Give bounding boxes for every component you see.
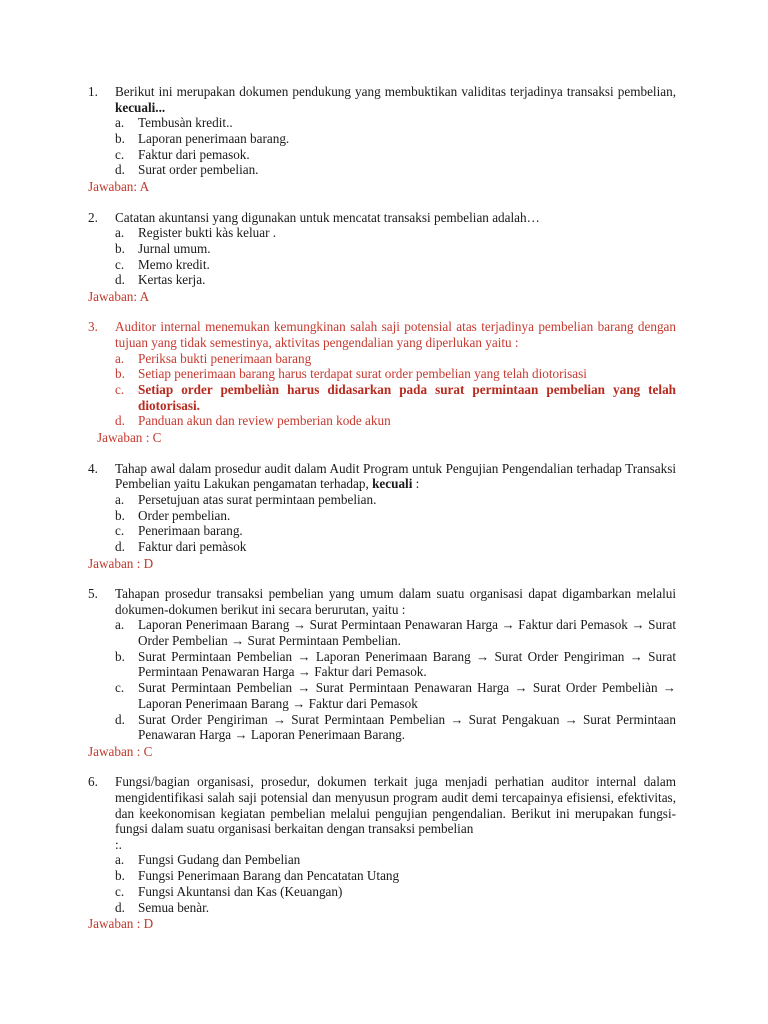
option-6a[interactable] <box>88 852 676 868</box>
question-number-1: 1. <box>88 84 98 99</box>
option-letter-3c: c. <box>115 382 125 397</box>
options-list-6 <box>88 852 676 915</box>
option-text-1a: Tembusàn kredit.. <box>138 115 233 131</box>
option-4d[interactable] <box>88 539 676 555</box>
option-text-1c: Faktur dari pemasok. <box>138 146 250 162</box>
answer-1: Jawaban: A <box>88 179 150 194</box>
option-letter-6a: a. <box>115 852 125 868</box>
option-1a[interactable] <box>88 115 676 131</box>
option-text-4d: Faktur dari pemàsok <box>138 538 247 554</box>
option-text-6b: Fungsi Penerimaan Barang dan Pencatatan Utang <box>138 868 400 884</box>
answer-2: Jawaban: A <box>88 288 150 304</box>
option-letter-4d: d. <box>115 538 125 554</box>
question-block-5 <box>88 586 676 760</box>
option-text-1b: Laporan penerimaan barang. <box>138 130 290 146</box>
option-text-2b: Jurnal umum. <box>138 240 211 256</box>
option-letter-1b: b. <box>115 130 125 146</box>
question-stem-6 <box>88 774 676 852</box>
option-5c[interactable] <box>88 680 676 711</box>
question-text-3: Auditor internal menemukan kemungkinan salah saji potensial atas terjadinya pembelian barang dengan tujuan yang tidak semestinya, aktivitas pengendalian yang diperlukan yaitu : <box>115 319 676 350</box>
question-block-6 <box>88 774 676 932</box>
option-text-6c: Fungsi Akuntansi dan Kas (Keuangan) <box>138 883 343 899</box>
option-2c[interactable] <box>88 257 676 273</box>
option-1c[interactable] <box>88 147 676 163</box>
question-text-1-emphasis: kecuali... <box>115 99 166 115</box>
answer-3: Jawaban : C <box>97 430 162 446</box>
options-list-1 <box>88 115 676 178</box>
question-number-4: 4. <box>88 460 98 476</box>
option-letter-2a: a. <box>115 225 125 241</box>
option-letter-6b: b. <box>115 868 125 884</box>
options-list-4 <box>88 492 676 555</box>
option-3d[interactable] <box>88 413 676 429</box>
option-5a[interactable] <box>88 617 676 648</box>
option-text-1d: Surat order pembelian. <box>138 162 259 178</box>
answer-5: Jawaban : C <box>88 743 153 759</box>
option-4b[interactable] <box>88 508 676 524</box>
question-stem-2 <box>88 210 676 226</box>
option-6c[interactable] <box>88 884 676 900</box>
option-text-6d: Semua benàr. <box>138 899 210 915</box>
answer-4: Jawaban : D <box>88 555 154 571</box>
option-letter-2c: c. <box>115 256 125 272</box>
option-letter-1a: a. <box>115 115 125 131</box>
options-list-3 <box>88 351 676 430</box>
question-text-4-emphasis: kecuali <box>372 476 413 492</box>
option-2b[interactable] <box>88 241 676 257</box>
option-letter-5a: a. <box>115 617 125 633</box>
option-text-4c: Penerimaan barang. <box>138 523 243 539</box>
question-number-5: 5. <box>88 586 98 602</box>
option-text-2d: Kertas kerja. <box>138 272 206 288</box>
question-number-2: 2. <box>88 209 98 225</box>
question-block-2 <box>88 210 676 305</box>
question-text-1-part-1: Berikut ini merupakan dokumen pendukung yang membuktikan validitas terjadinya transaksi pembelian, <box>115 84 676 99</box>
option-text-5d: Surat Order Pengiriman → Surat Permintaan Pembelian → Surat Pengakuan → Surat Permintaan Penawaran Harga → Laporan Penerimaan Barang. <box>138 711 676 743</box>
option-letter-5b: b. <box>115 648 125 664</box>
option-letter-3a: a. <box>115 350 125 366</box>
option-letter-2b: b. <box>115 240 125 256</box>
option-4a[interactable] <box>88 492 676 508</box>
question-stem-1 <box>88 84 676 115</box>
question-text-6 <box>115 774 676 852</box>
answer-6: Jawaban : D <box>88 916 154 932</box>
question-number-6: 6. <box>88 774 98 790</box>
option-3b[interactable] <box>88 366 676 382</box>
option-letter-6c: c. <box>115 883 125 899</box>
question-block-4 <box>88 461 676 572</box>
option-letter-3d: d. <box>115 413 125 429</box>
option-letter-5c: c. <box>115 680 125 696</box>
option-letter-3b: b. <box>115 366 125 382</box>
question-stem-3 <box>88 319 676 350</box>
option-letter-1c: c. <box>115 146 125 162</box>
question-text-6-tail: :. <box>115 836 122 852</box>
option-text-3b: Setiap penerimaan barang harus terdapat surat order pembelian yang telah diotorisasi <box>138 366 587 382</box>
question-text-4-part-1: Tahap awal dalam prosedur audit dalam Audit Program untuk Pengujian Pengendalian terhadap Transaksi Pembelian yaitu Lakukan pengamatan terhadap, <box>115 460 676 492</box>
option-6d[interactable] <box>88 900 676 916</box>
options-list-5 <box>88 617 676 743</box>
question-text-4 <box>115 461 676 492</box>
options-list-2 <box>88 225 676 288</box>
option-text-2a: Register bukti kàs keluar . <box>138 225 277 241</box>
option-1b[interactable] <box>88 131 676 147</box>
option-text-5c: Surat Permintaan Pembelian → Surat Permintaan Penawaran Harga → Surat Order Pembeliàn → Laporan Penerimaan Barang → Faktur dari Pemasok <box>138 680 676 711</box>
option-letter-4a: a. <box>115 491 125 507</box>
option-letter-5d: d. <box>115 711 125 727</box>
question-text-2: Catatan akuntansi yang digunakan untuk mencatat transaksi pembelian adalah… <box>115 209 540 225</box>
option-6b[interactable] <box>88 868 676 884</box>
option-text-2c: Memo kredit. <box>138 256 210 272</box>
option-3c[interactable] <box>88 382 676 413</box>
option-text-4a: Persetujuan atas surat permintaan pembelian. <box>138 491 377 507</box>
option-2d[interactable] <box>88 272 676 288</box>
option-letter-4b: b. <box>115 507 125 523</box>
option-text-5a: Laporan Penerimaan Barang → Surat Permintaan Penawaran Harga → Faktur dari Pemasok → Surat Order Pembelian → Surat Permintaan Pembelian. <box>138 617 676 648</box>
option-2a[interactable] <box>88 225 676 241</box>
question-number-3: 3. <box>88 319 98 335</box>
option-3a[interactable] <box>88 351 676 367</box>
question-text-6-body: Fungsi/bagian organisasi, prosedur, dokumen terkait juga menjadi perhatian auditor internal dalam mengidentifikasi salah saji potensial dan menyusun program audit demi tercapainya efisiensi, efektivitas, dan keekonomisan kegiatan pembelian melalui pengujian pengendalian. Berikut ini merupakan fungsi-fungsi dalam suatu organisasi berkaitan dengan transaksi pembelian <box>115 774 676 837</box>
question-stem-5 <box>88 586 676 617</box>
option-1d[interactable] <box>88 162 676 178</box>
question-stem-4 <box>88 461 676 492</box>
option-5d[interactable] <box>88 712 676 743</box>
option-text-3a: Periksa bukti penerimaan barang <box>138 350 312 366</box>
option-text-6a: Fungsi Gudang dan Pembelian <box>138 852 301 868</box>
question-text-4-part-3: : <box>412 476 420 492</box>
question-text-5: Tahapan prosedur transaksi pembelian yang umum dalam suatu organisasi dapat digambarkan melalui dokumen-dokumen berikut ini secara berurutan, yaitu : <box>115 586 676 617</box>
option-text-3d: Panduan akun dan review pemberian kode akun <box>138 413 391 429</box>
option-letter-2d: d. <box>115 272 125 288</box>
option-letter-4c: c. <box>115 523 125 539</box>
option-text-4b: Order pembelian. <box>138 507 231 523</box>
option-4c[interactable] <box>88 523 676 539</box>
option-letter-1d: d. <box>115 162 125 178</box>
option-text-3c: Setiap order pembeliàn harus didasarkan pada surat permintaan pembelian yang telah diotorisasi. <box>138 382 676 413</box>
option-text-5b: Surat Permintaan Pembelian → Laporan Penerimaan Barang → Surat Order Pengiriman → Surat Permintaan Penawaran Harga → Faktur dari Pemasok. <box>138 648 676 680</box>
question-text-1 <box>115 84 676 115</box>
question-block-3 <box>88 319 676 446</box>
question-block-1 <box>88 84 676 195</box>
option-letter-6d: d. <box>115 899 125 915</box>
option-5b[interactable] <box>88 649 676 680</box>
